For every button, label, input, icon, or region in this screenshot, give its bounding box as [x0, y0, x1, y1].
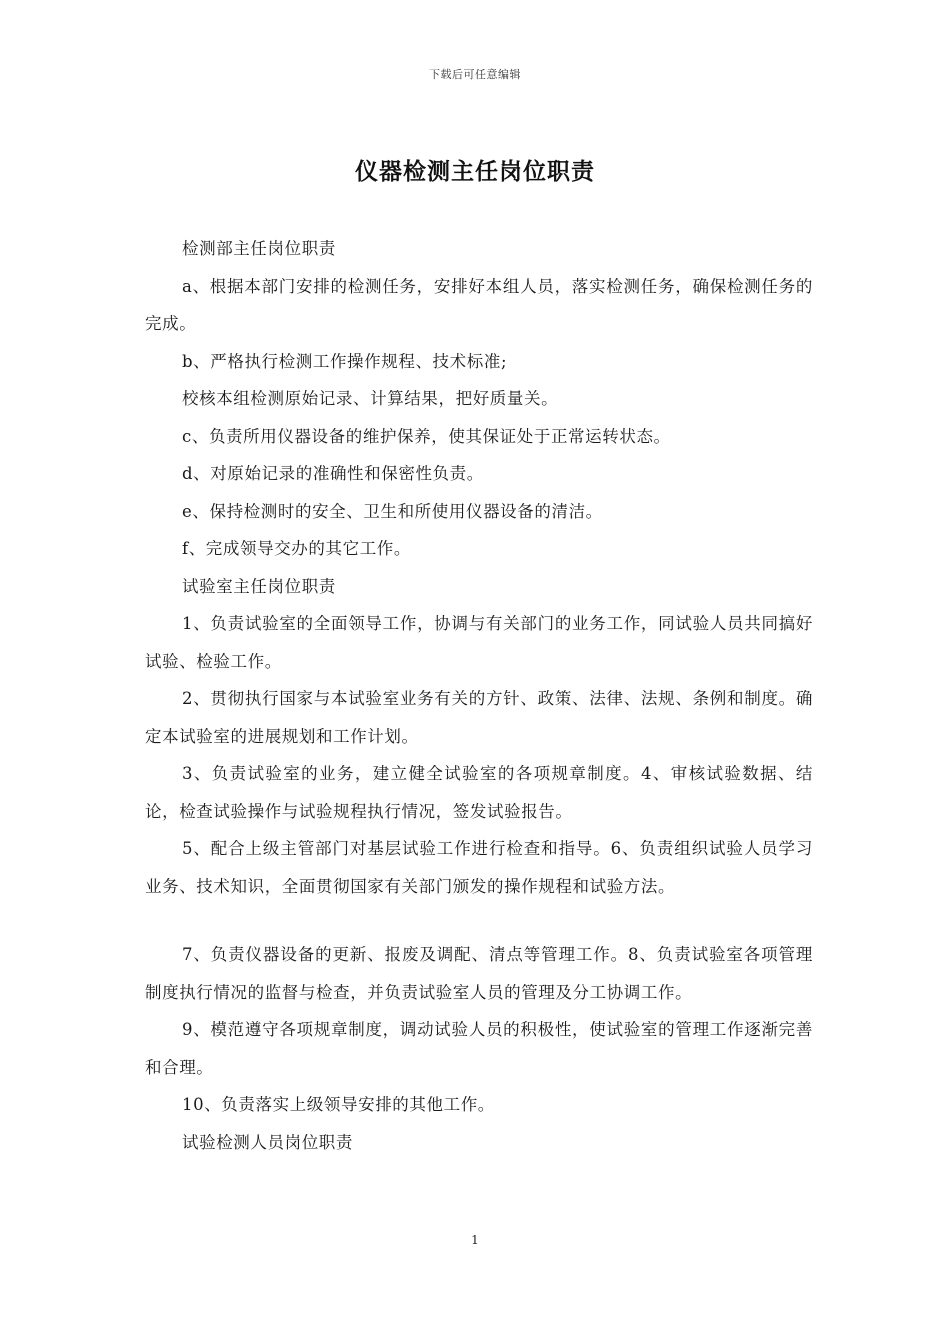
paragraph-lab-duty-7-8: 7、负责仪器设备的更新、报废及调配、清点等管理工作。8、负责试验室各项管理制度执行情况的监督与检查，并负责试验室人员的管理及分工协调工作。: [145, 945, 813, 1002]
paragraph-verify-records: 校核本组检测原始记录、计算结果，把好质量关。: [182, 389, 559, 408]
paragraph-lab-duty-10: 10、负责落实上级领导安排的其他工作。: [182, 1095, 495, 1114]
paragraph-duty-b: b、严格执行检测工作操作规程、技术标准;: [182, 351, 508, 371]
section-heading-inspection-director: 检测部主任岗位职责: [182, 239, 336, 258]
paragraph-duty-a: a、根据本部门安排的检测任务，安排好本组人员，落实检测任务，确保检测任务的完成。: [145, 276, 813, 333]
document-body: [145, 230, 813, 1161]
header-note: 下载后可任意编辑: [429, 68, 521, 81]
paragraph-lab-duty-5-6: 5、配合上级主管部门对基层试验工作进行检查和指导。6、负责组织试验人员学习业务、技术知识，全面贯彻国家有关部门颁发的操作规程和试验方法。: [145, 839, 813, 896]
section-heading-lab-director: 试验室主任岗位职责: [182, 576, 336, 596]
paragraph-duty-e: e、保持检测时的安全、卫生和所使用仪器设备的清洁。: [182, 501, 603, 521]
document-title: 仪器检测主任岗位职责: [355, 158, 595, 185]
section-heading-test-staff: 试验检测人员岗位职责: [182, 1132, 353, 1152]
paragraph-lab-duty-2: 2、贯彻执行国家与本试验室业务有关的方针、政策、法律、法规、条例和制度。确定本试验室的进展规划和工作计划。: [145, 689, 813, 746]
paragraph-duty-d: d、对原始记录的准确性和保密性负责。: [182, 464, 484, 483]
page-number: 1: [471, 1233, 479, 1247]
paragraph-lab-duty-1: 1、负责试验室的全面领导工作，协调与有关部门的业务工作，同试验人员共同搞好试验、检验工作。: [145, 614, 813, 671]
paragraph-duty-f: f、完成领导交办的其它工作。: [182, 539, 412, 558]
paragraph-lab-duty-3-4: 3、负责试验室的业务，建立健全试验室的各项规章制度。4、审核试验数据、结论，检查试验操作与试验规程执行情况，签发试验报告。: [145, 764, 813, 821]
paragraph-lab-duty-9: 9、模范遵守各项规章制度，调动试验人员的积极性，使试验室的管理工作逐渐完善和合理。: [145, 1020, 813, 1077]
paragraph-duty-c: c、负责所用仪器设备的维护保养，使其保证处于正常运转状态。: [182, 426, 671, 446]
